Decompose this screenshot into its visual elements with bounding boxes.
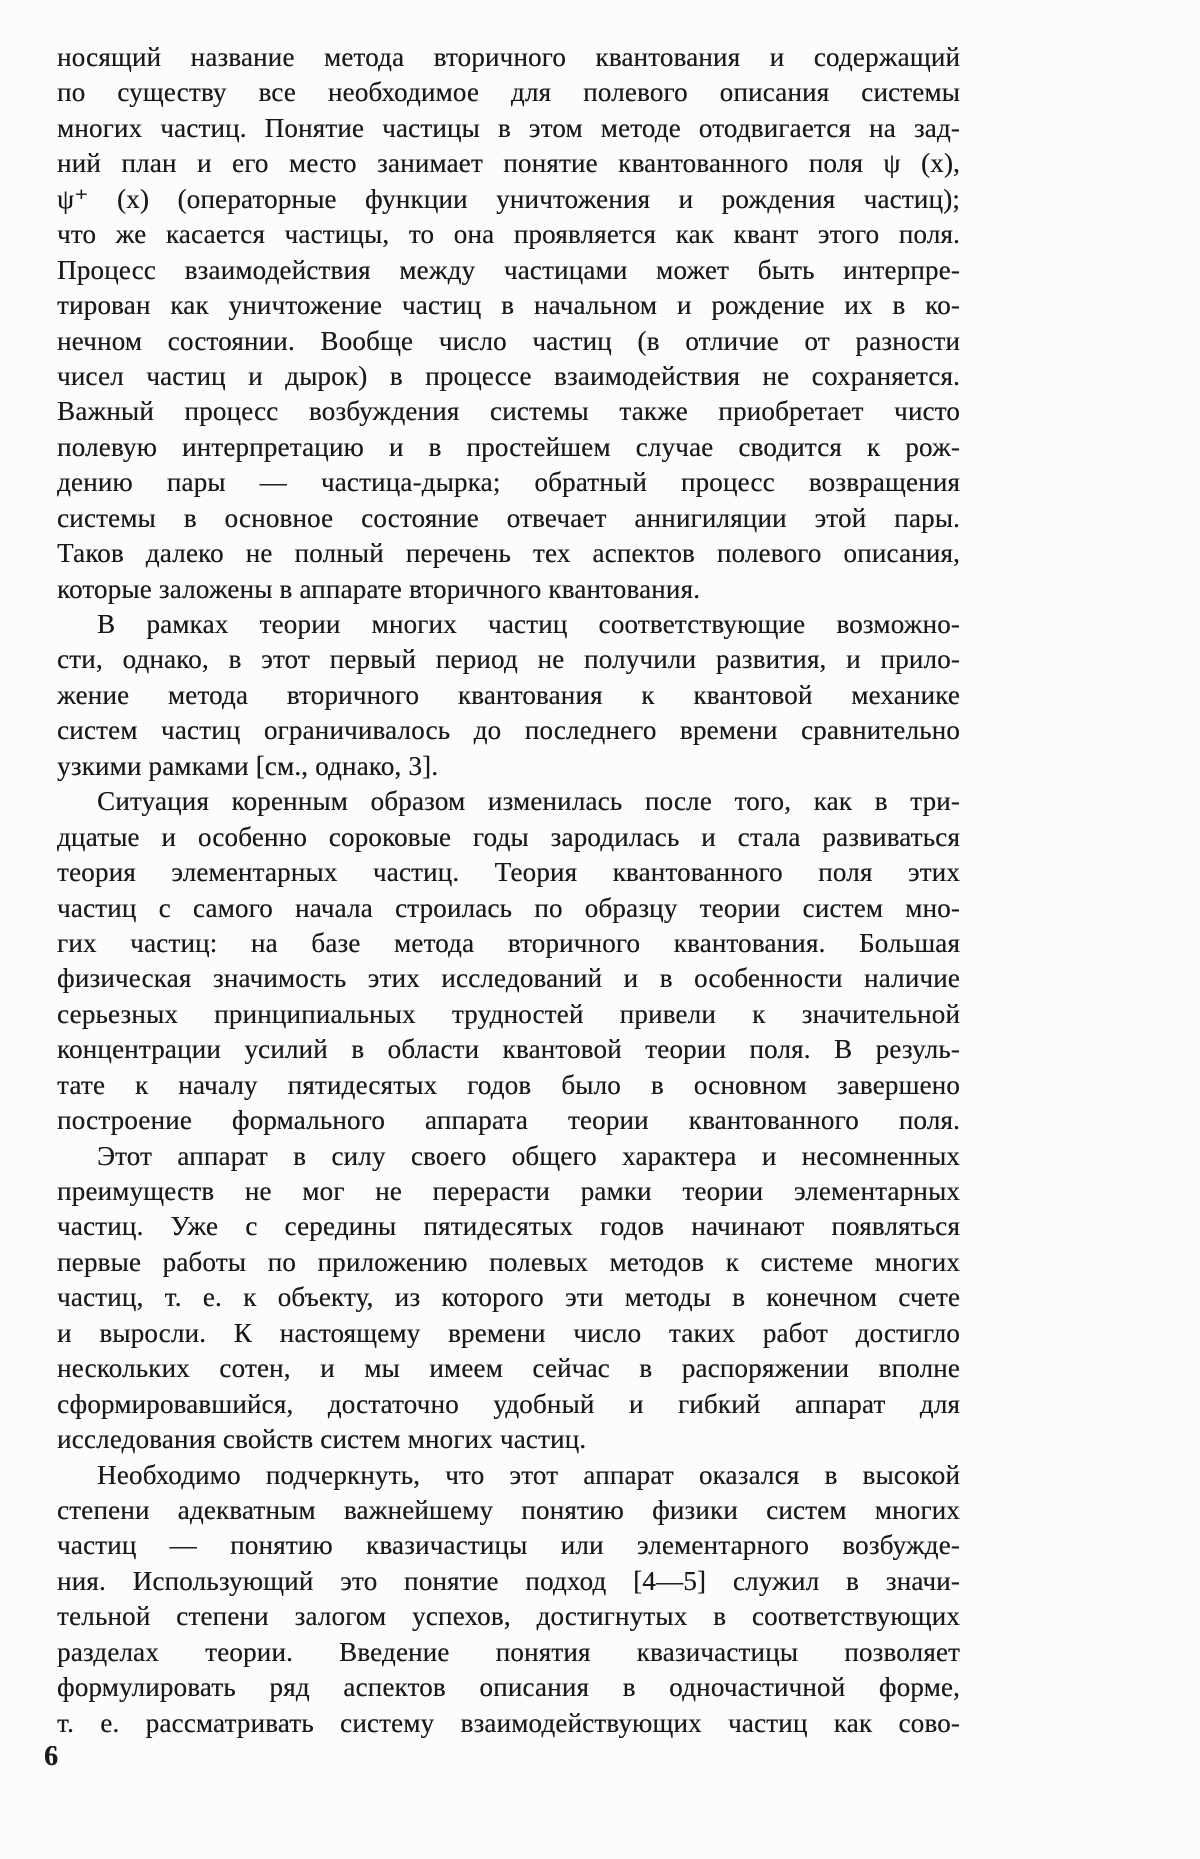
text-line: систем частиц ограничивалось до последнего времени сравнительно bbox=[57, 715, 960, 746]
text-line: полевую интерпретацию и в простейшем случае сводится к рож- bbox=[57, 431, 960, 462]
text-line: разделах теории. Введение понятия квазичастицы позволяет bbox=[57, 1636, 960, 1667]
text-line: Таков далеко не полный перечень тех аспектов полевого описания, bbox=[57, 538, 960, 569]
text-line: дцатые и особенно сороковые годы зародилась и стала развиваться bbox=[57, 821, 960, 852]
text-line: Процесс взаимодействия между частицами может быть интерпре- bbox=[57, 254, 960, 285]
text-line: дению пары — частица-дырка; обратный процесс возвращения bbox=[57, 467, 960, 498]
text-line: частиц, т. е. к объекту, из которого эти методы в конечном счете bbox=[57, 1282, 960, 1313]
text-line: преимуществ не мог не перерасти рамки теории элементарных bbox=[57, 1176, 960, 1206]
text-line: по существу все необходимое для полевого описания системы bbox=[57, 77, 960, 108]
text-line: Важный процесс возбуждения системы также приобретает чисто bbox=[57, 396, 960, 427]
text-line: которые заложены в аппарате вторичного квантования. bbox=[57, 573, 701, 604]
text-line: узкими рамками [см., однако, 3]. bbox=[57, 750, 439, 781]
text-line: Необходимо подчеркнуть, что этот аппарат оказался в высокой bbox=[97, 1459, 960, 1490]
text-line: В рамках теории многих частиц соответствующие возможно- bbox=[97, 609, 960, 639]
text-line: Ситуация коренным образом изменилась после того, как в три- bbox=[97, 786, 960, 817]
text-line: тирован как уничтожение частиц в начальном и рождение их в ко- bbox=[57, 290, 960, 321]
text-line: что же касается частицы, то она проявляется как квант этого поля. bbox=[57, 219, 960, 250]
text-line: первые работы по приложению полевых методов к системе многих bbox=[57, 1246, 960, 1277]
text-line: гих частиц: на базе метода вторичного квантования. Большая bbox=[57, 927, 960, 958]
text-line: нескольких сотен, и мы имеем сейчас в распоряжении вполне bbox=[57, 1353, 960, 1384]
text-line: и выросли. К настоящему времени число таких работ достигло bbox=[57, 1317, 960, 1348]
text-line: Этот аппарат в силу своего общего характера и несомненных bbox=[97, 1140, 960, 1171]
text-line: носящий название метода вторичного квантования и содержащий bbox=[57, 42, 960, 72]
text-line: ψ⁺ (x) (операторные функции уничтожения и рождения частиц); bbox=[57, 183, 960, 214]
text-line: физическая значимость этих исследований и в особенности наличие bbox=[57, 963, 960, 994]
text-line: нечном состоянии. Вообще число частиц (в отличие от разности bbox=[57, 325, 960, 356]
paragraph bbox=[57, 607, 960, 784]
text-line: ний план и его место занимает понятие квантованного поля ψ (x), bbox=[57, 148, 960, 179]
text-line: концентрации усилий в области квантовой теории поля. В резуль- bbox=[57, 1034, 960, 1065]
text-line: жение метода вторичного квантования к квантовой механике bbox=[57, 679, 960, 710]
text-line: сти, однако, в этот первый период не получили развития, и прило- bbox=[57, 644, 960, 675]
paragraph bbox=[57, 1139, 960, 1458]
paragraph bbox=[57, 1458, 960, 1742]
text-line: многих частиц. Понятие частицы в этом методе отодвигается на зад- bbox=[57, 112, 960, 143]
text-line: ния. Использующий это понятие подход [4—5] служил в значи- bbox=[57, 1565, 960, 1596]
text-line: тельной степени залогом успехов, достигнутых в соответствующих bbox=[57, 1601, 960, 1632]
text-line: частиц — понятию квазичастицы или элементарного возбужде- bbox=[57, 1530, 960, 1561]
page-number: 6 bbox=[44, 1741, 58, 1772]
text-line: системы в основное состояние отвечает аннигиляции этой пары. bbox=[57, 502, 960, 533]
text-line: частиц. Уже с середины пятидесятых годов начинают появляться bbox=[57, 1211, 960, 1242]
text-line: формулировать ряд аспектов описания в одночастичной форме, bbox=[57, 1672, 960, 1703]
paragraph bbox=[57, 784, 960, 1138]
page-text bbox=[57, 40, 960, 1741]
text-line: исследования свойств систем многих частиц. bbox=[57, 1424, 587, 1455]
text-line: серьезных принципиальных трудностей привели к значительной bbox=[57, 998, 960, 1029]
text-line: чисел частиц и дырок) в процессе взаимодействия не сохраняется. bbox=[57, 360, 960, 391]
text-line: т. е. рассматривать систему взаимодействующих частиц как сово- bbox=[57, 1707, 960, 1738]
text-line: сформировавшийся, достаточно удобный и гибкий аппарат для bbox=[57, 1388, 960, 1419]
text-line: степени адекватным важнейшему понятию физики систем многих bbox=[57, 1494, 960, 1525]
text-line: тате к началу пятидесятых годов было в основном завершено bbox=[57, 1069, 960, 1100]
text-line: построение формального аппарата теории квантованного поля. bbox=[57, 1105, 960, 1136]
text-line: частиц с самого начала строилась по образцу теории систем мно- bbox=[57, 892, 960, 923]
text-line: теория элементарных частиц. Теория квантованного поля этих bbox=[57, 857, 960, 888]
paragraph bbox=[57, 40, 960, 607]
